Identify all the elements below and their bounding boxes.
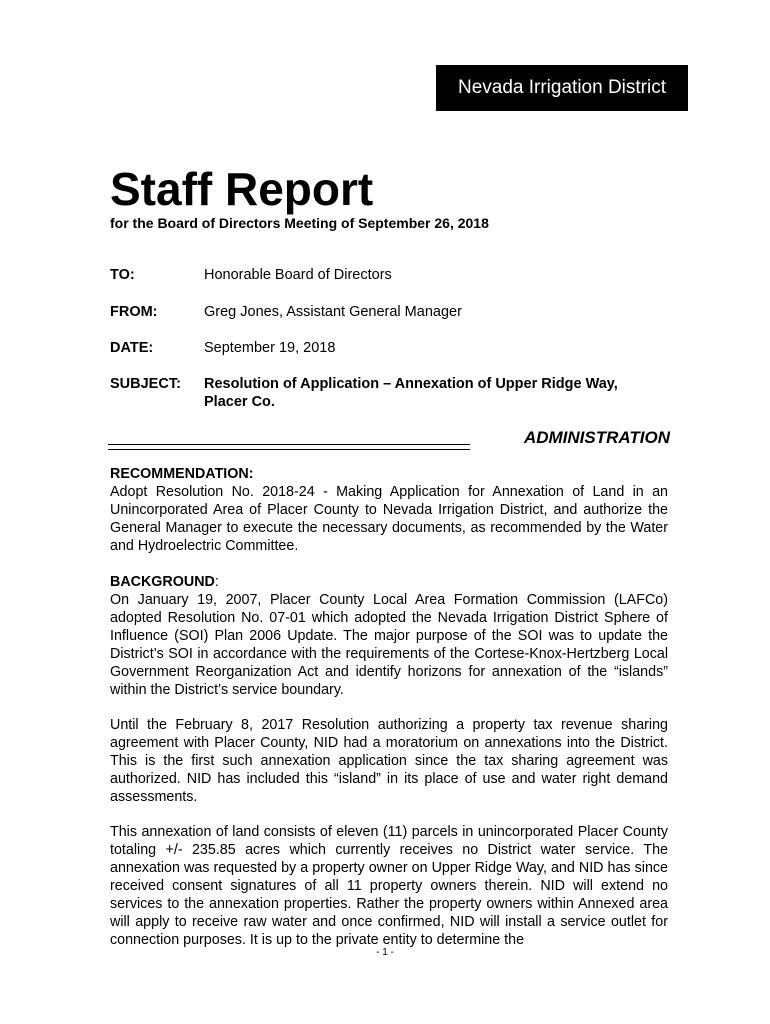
- recommendation-text: Adopt Resolution No. 2018-24 - Making Application for Annexation of Land in an Unincorporated Area of Placer County to Nevada Irrigation District, and authorize the General Manager to execute the necessary documents, as recommended by the Water and Hydroelectric Committee.: [110, 484, 668, 554]
- memo-date-value: September 19, 2018: [204, 340, 336, 356]
- background-paragraph-2-block: [110, 716, 668, 806]
- page-title: Staff Report: [110, 163, 374, 215]
- department-label: ADMINISTRATION: [523, 428, 670, 447]
- organization-banner: Nevada Irrigation District: [436, 65, 688, 111]
- memo-from-value: Greg Jones, Assistant General Manager: [204, 304, 462, 320]
- background-heading-text: BACKGROUND: [110, 574, 215, 590]
- memo-date-label: DATE:: [110, 340, 154, 356]
- memo-to-value: Honorable Board of Directors: [204, 267, 392, 283]
- memo-from-label: FROM:: [110, 304, 158, 320]
- recommendation-heading: RECOMMENDATION:: [110, 466, 254, 482]
- background-paragraph-3: This annexation of land consists of eleven (11) parcels in unincorporated Placer County totaling +/- 235.85 acres which currently receives no District water service. The annexation was requested by a property owner on Upper Ridge Way, and NID has since received consent signatures of all 11 property owners therein. NID will extend no services to the annexation properties. Rather the property owners within Annexed area will apply to receive raw water and once confirmed, NID will install a service outlet for connection purposes. It is up to the private entity to determine the: [110, 824, 668, 948]
- meeting-subtitle: for the Board of Directors Meeting of September 26, 2018: [110, 215, 489, 231]
- background-paragraph-1: On January 19, 2007, Placer County Local Area Formation Commission (LAFCo) adopted Resolution No. 07-01 which adopted the Nevada Irrigation District Sphere of Influence (SOI) Plan 2006 Update. The major purpose of the SOI was to update the District’s SOI in accordance with the requirements of the Cortese-Knox-Hertzberg Local Government Reorganization Act and identify horizons for annexation of the “islands” within the District’s service boundary.: [110, 592, 668, 698]
- background-paragraph-2: Until the February 8, 2017 Resolution authorizing a property tax revenue sharing agreement with Placer County, NID had a moratorium on annexations into the District. This is the first such annexation application since the tax sharing agreement was authorized. NID has included this “island” in its place of use and water right demand assessments.: [110, 717, 668, 805]
- background-heading-colon: :: [214, 574, 219, 590]
- background-section: [110, 573, 668, 699]
- divider-top: [108, 444, 470, 445]
- divider-bottom: [108, 449, 470, 450]
- page-number: - 1 -: [376, 947, 394, 958]
- memo-to-label: TO:: [110, 267, 135, 283]
- background-heading: [110, 573, 668, 591]
- memo-subject-label: SUBJECT:: [110, 376, 181, 392]
- background-paragraph-3-block: [110, 823, 668, 949]
- memo-subject-line-2: Placer Co.: [204, 394, 275, 410]
- recommendation-section: [110, 465, 668, 555]
- memo-subject-line-1: Resolution of Application – Annexation of Upper Ridge Way,: [204, 376, 618, 392]
